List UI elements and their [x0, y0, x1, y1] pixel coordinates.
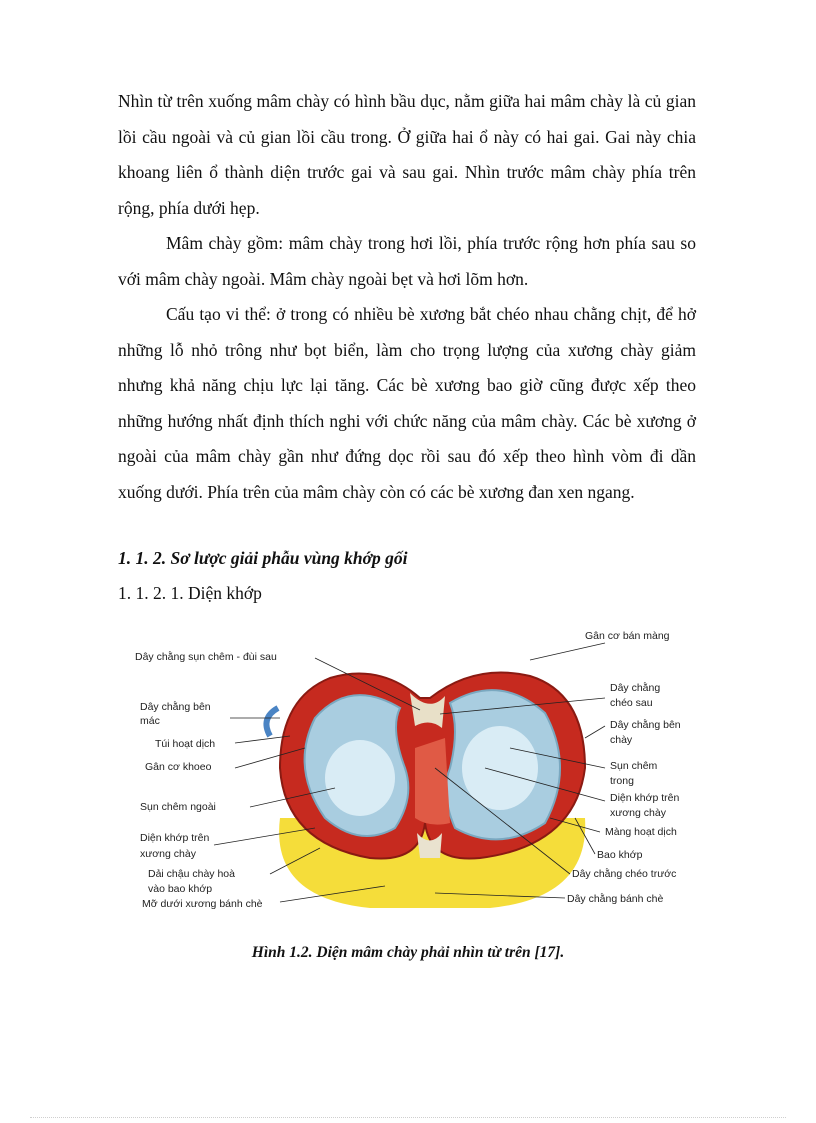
label-medial-meniscus-2: trong — [610, 775, 634, 787]
label-iliotibial-2: vào bao khớp — [148, 883, 213, 895]
lateral-articular-surface — [325, 740, 395, 816]
paragraph-2: Mâm chày gồm: mâm chày trong hơi lồi, phía trước rộng hơn phía sau so với mâm chày ngoài. Mâm chày ngoài bẹt và hơi lõm hơn. — [118, 233, 696, 289]
medial-articular-surface — [462, 726, 538, 810]
paragraph-1: Nhìn từ trên xuống mâm chày có hình bầu dục, nằm giữa hai mâm chày là củ gian lồi cầu ngoài và củ gian lồi cầu trong. Ở giữa hai ổ này có hai gai. Gai này chia khoang liên ổ thành diện trước gai và sau gai. Nhìn trước mâm chày phía trên rộng, phía dưới hẹp. — [118, 91, 696, 218]
label-medial-articular-2: xương chày — [610, 807, 666, 819]
label-tibial-collateral-1: Dây chằng bên — [610, 719, 681, 731]
tibial-plateau-figure — [130, 618, 710, 918]
label-medial-meniscus-1: Sụn chêm — [610, 760, 658, 772]
label-joint-capsule: Bao khớp — [597, 849, 643, 861]
label-pcl-2: chéo sau — [610, 697, 653, 709]
section-title: 1. 1. 2. Sơ lược giải phẫu vùng khớp gối — [118, 548, 408, 568]
label-lateral-articular-1: Diện khớp trên — [140, 832, 210, 844]
label-lateral-meniscus: Sụn chêm ngoài — [140, 801, 216, 813]
label-semimembranosus: Gân cơ bán màng — [585, 630, 670, 642]
paragraph-3: Cấu tạo vi thể: ở trong có nhiều bè xương bắt chéo nhau chằng chịt, để hở những lỗ nhỏ trông như bọt biển, làm cho trọng lượng của xương chày giảm nhưng khả năng chịu lực lại tăng. Các bè xương bao giờ cũng được xếp theo những hướng nhất định thích nghi với chức năng của mâm chày. Các bè xương ở ngoài của mâm chày gần như đứng dọc rồi sau đó xếp theo hình vòm đi dần xuống dưới. Phía trên của mâm chày còn có các bè xương đan xen ngang. — [118, 304, 696, 502]
page-bottom-divider — [30, 1117, 786, 1118]
subsection-title: 1. 1. 2. 1. Diện khớp — [118, 583, 262, 603]
fibular-collateral-shape — [266, 708, 278, 736]
label-menisco-femoral: Dây chằng sụn chêm - đùi sau — [135, 651, 277, 663]
label-iliotibial-1: Dải chậu chày hoà — [148, 868, 235, 880]
anterior-cruciate-shape — [415, 738, 450, 825]
label-acl: Dây chằng chéo trước — [572, 868, 677, 880]
label-patellar-ligament: Dây chằng bánh chè — [567, 893, 664, 905]
figure-caption: Hình 1.2. Diện mâm chày phải nhìn từ trên [17]. — [251, 944, 565, 961]
label-lateral-articular-2: xương chày — [140, 848, 196, 860]
anatomy-illustration — [130, 618, 710, 918]
label-synovial-membrane: Màng hoạt dịch — [605, 826, 677, 838]
label-popliteus-tendon: Gân cơ khoeo — [145, 761, 212, 773]
label-fibular-collateral-1: Dây chằng bên — [140, 701, 211, 713]
label-pcl-1: Dây chằng — [610, 682, 661, 694]
label-medial-articular-1: Diện khớp trên — [610, 792, 680, 804]
label-fibular-collateral-2: mác — [140, 715, 160, 727]
label-tibial-collateral-2: chày — [610, 734, 633, 746]
label-infrapatellar-fat: Mỡ dưới xương bánh chè — [142, 898, 263, 910]
label-synovial-bursa: Túi hoạt dịch — [155, 738, 216, 750]
